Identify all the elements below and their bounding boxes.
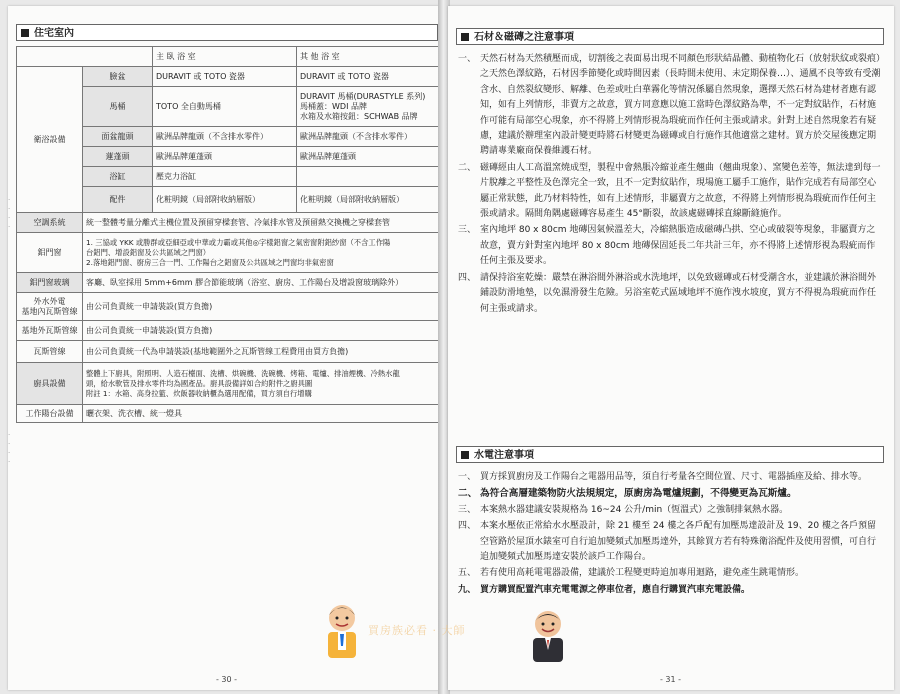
item-label: 蓮蓬頭 [83,147,153,167]
master-value: TOTO 全自動馬桶 [153,87,297,127]
table-row [17,363,439,405]
square-bullet-icon [21,29,29,37]
note-item [458,519,884,565]
note-text: 室內地坪 80 x 80cm 地磚因氣候溫差大，冷縮熱脹造成磁磚凸拱、空心或破裂等現象，非屬賣方之故意，賣方針對室內地坪 80 x 80cm 地磚保固延長二年共計三年，亦不得將上述情形視為瑕疵而作任何主張及要求。 [480,225,876,267]
table-row [17,405,439,423]
master-value: 歐洲品牌龍頭（不含排水零件） [153,127,297,147]
note-number: 一、 [458,472,477,482]
table-row [17,213,439,233]
note-item [458,223,884,269]
note-item [458,503,884,518]
plumbing-electric-notes [458,470,884,599]
note-item [458,486,884,501]
note-item [458,161,884,223]
row-content: 客廳、臥室採用 5mm+6mm 膠合節能玻璃（浴室、廚房、工作陽台及增設窗玻璃除外） [83,273,439,293]
item-label: 馬桶 [83,87,153,127]
section-title-text: 住宅室內 [34,28,74,39]
note-text: 磁磚經由人工高溫窯燒成型，製程中會熱脹冷縮並產生翹曲（翹曲現象）、窯變色差等，無法達到每一片脫離之平整性及色澤完全一致，且不一定對紋貼作，現場施工屬手工施作，貼作完成若有局部空心屬正常狀態，此乃材料特性，如有上述情形，非屬賣方之故意，不得將上列情形視為瑕疵而作任何主張或請求。隔間角隅處磁磚容易產生 45°斷裂，故該處磁磚採直線斷縫施作。 [480,162,881,220]
section-title-plumbing [456,446,884,463]
note-number: 一、 [458,54,477,64]
section-title-text: 水電注意事項 [474,450,534,461]
row-category: 空調系統 [17,213,83,233]
note-text: 本案熱水器建議安裝規格為 16~24 公升/min（恆溫式）之強制排氣熱水器。 [480,504,789,515]
page-number-right: - 31 - [660,675,682,684]
note-item [458,52,884,160]
page-number-left: - 30 - [216,675,238,684]
note-number: 二、 [458,488,478,500]
margin-dots: · · · · [8,431,13,466]
section-title-stone [456,28,884,45]
master-value: 化粧明鏡（局部附收納層版） [153,187,297,213]
row-content: 統一整體考量分離式主機位置及預留穿樑套管、冷氣排水管及預留熱交換機之穿樑套管 [83,213,439,233]
table-row [17,321,439,341]
spec-table [16,46,439,423]
row-content: 曬衣架、洗衣槽、統一燈具 [83,405,439,423]
row-category: 鋁門窗玻璃 [17,273,83,293]
row-content: 由公司負責統一申請裝設(買方負擔) [83,293,439,321]
row-content: 由公司負責統一代為申請裝設(基地範圍外之瓦斯管線工程費用由買方負擔) [83,341,439,363]
section-title-interior [16,24,438,41]
note-number: 九、 [458,584,477,595]
right-page [448,6,894,690]
row-category: 瓦斯管線 [17,341,83,363]
master-value: DURAVIT 或 TOTO 瓷器 [153,67,297,87]
row-content: 1. 三協或 YKK 或勝群或亞細亞或中華或力霸或其他◎字樣鋁窗之氣密窗附鋁紗窗（不含工作陽 台鋁門、增設鋁窗及公共區域之門窗） 2.落地鋁門窗、廚房三合一門、工作陽台之鋁窗及公共區域之門窗均非氣密窗 [83,233,439,273]
row-category: 鋁門窗 [17,233,83,273]
row-category: 外水外電 基地內瓦斯管線 [17,293,83,321]
row-category: 工作陽台設備 [17,405,83,423]
note-number: 四、 [458,521,477,532]
square-bullet-icon [461,33,469,41]
note-number: 五、 [458,568,477,579]
note-text: 請保持浴室乾燥：嚴禁在淋浴間外淋浴或水洗地坪，以免致磁磚或石材受潮含水，並建議於淋浴間外鋪設防滑地墊，以免濕滑發生危險。另浴室乾式區域地坪不施作洩水坡度，買方不得視為瑕疵而作任何主張或請求。 [480,272,877,314]
note-text: 本案水壓依正常給水水壓設計，除 21 樓至 24 樓之各戶配有加壓馬達設計及 19、20 樓之各戶預留空管路於屋頂水錶室可自行追加變頻式加壓馬達外，其餘買方若有特殊衛浴配件及使用習慣，可自行追加變頻式加壓馬達安裝於該戶工作陽台。 [480,521,877,563]
mascot-right-icon [528,604,568,664]
note-item [458,583,884,598]
note-item [458,470,884,485]
row-category: 廚具設備 [17,363,83,405]
item-label: 面盆龍頭 [83,127,153,147]
stone-tile-notes [458,52,884,318]
other-value: DURAVIT 馬桶(DURASTYLE 系列) 馬桶蓋：WDI 品牌 水箱及水箱按鈕：SCHWAB 品牌 [297,87,439,127]
header-other-bath: 其 他 浴 室 [297,47,439,67]
note-number: 四、 [458,272,477,283]
note-text: 若有使用高耗電電器設備，建議於工程變更時追加專用迴路，避免產生跳電情形。 [480,568,805,579]
other-value: 歐洲品牌蓮蓬頭 [297,147,439,167]
master-value: 歐洲品牌蓮蓬頭 [153,147,297,167]
mascot-left-icon [322,598,362,660]
table-row [17,293,439,321]
table-row [17,341,439,363]
left-page [8,6,440,690]
table-header-row [17,47,439,67]
other-value: DURAVIT 或 TOTO 瓷器 [297,67,439,87]
header-master-bath: 主 臥 浴 室 [153,47,297,67]
row-category: 基地外瓦斯管線 [17,321,83,341]
other-value [297,167,439,187]
margin-dots: · · · · [8,196,13,231]
note-number: 三、 [458,225,477,236]
row-content: 由公司負責統一申請裝設(買方負擔) [83,321,439,341]
note-number: 二、 [458,162,477,173]
table-row [17,233,439,273]
item-label: 配件 [83,187,153,213]
table-row [17,67,439,87]
note-text: 為符合高層建築物防火法規規定，原廚房為電爐規劃，不得變更為瓦斯爐。 [480,488,797,500]
header-blank [17,47,153,67]
item-label: 浴缸 [83,167,153,187]
other-value: 歐洲品牌龍頭（不含排水零件） [297,127,439,147]
section-title-text: 石材＆磁磚之注意事項 [474,32,574,43]
item-label: 臉盆 [83,67,153,87]
note-item [458,566,884,581]
note-text: 買方購買配置汽車充電電源之停車位者，應自行購買汽車充電設備。 [480,584,751,595]
row-content: 整體上下廚具，附照明、人造石檯面、洗槽、烘碗機、洗碗機、烤箱、電爐、排油煙機、冷熱水龍 頭，給水軟管及排水零件均為國產品。廚具設備詳如合約附件之廚具圖 附註 1：水箱、高身拉籃、炊飯器收納櫃為選用配備，買方須自行增購 [83,363,439,405]
note-text: 天然石材為天然積壓而成，切割後之表面易出現不同顏色形狀結晶體、動植物化石（放射狀紋或裂痕）之天然色澤紋路，石材因季節變化或時間因素（長時間未使用、未定期保養…）、通風不良等致有受潮含水、自然裂紋變形、解離、色差或吐白華霧化等情況係屬自然現象，選擇天然石材為建材者應有認知，如有上列情形，非賣方之故意，買方同意應以施工當時色澤紋路為準，不一定對紋貼作，石材施作可能有局部空心現象，亦不得將上列情形視為瑕疵而作任何主張或請求。針對上述自然現象若有疑慮，建議於辦理室內設計變更時將石材變更為磁磚或自行施作其他適當之建材。買方於交屋後應定期聘請專業廠商保養維護石材。 [480,54,881,157]
note-text: 買方採買廚房及工作陽台之電器用品等，須自行考量各空間位置、尺寸、電器插座及給、排水等。 [480,472,868,482]
note-number: 三、 [458,504,477,515]
note-item [458,271,884,317]
bathroom-category: 衛浴設備 [17,67,83,213]
watermark-text: 買房族必看 · 大師 [368,624,466,637]
square-bullet-icon [461,451,469,459]
master-value: 壓克力浴缸 [153,167,297,187]
table-row [17,273,439,293]
other-value: 化粧明鏡（局部附收納層版） [297,187,439,213]
